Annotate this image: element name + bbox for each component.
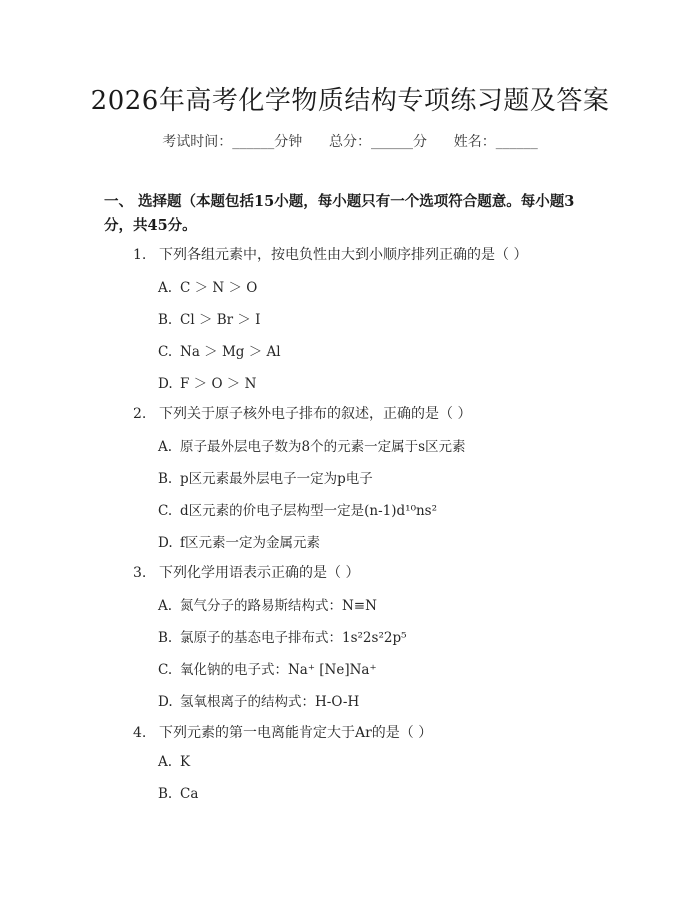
question-text: 下列关于原子核外电子排布的叙述，正确的是（ ） (159, 406, 472, 422)
option-text: 氧化钠的电子式：Na⁺ [Ne]Na⁺ (180, 662, 377, 678)
option-letter: D. (158, 376, 173, 392)
option-letter: D. (158, 535, 173, 551)
option-text: Cl ＞ Br ＞ I (180, 312, 261, 328)
question-3-option-c (158, 658, 377, 678)
question-1-option-a (158, 276, 257, 296)
option-letter: C. (158, 344, 173, 360)
option-text: Ca (180, 786, 199, 802)
question-2 (133, 403, 471, 423)
question-2-option-a (158, 435, 466, 455)
option-text: 氯原子的基态电子排布式：1s²2s²2p⁵ (180, 630, 407, 646)
option-letter: A. (158, 280, 173, 296)
document-title: 2026年高考化学物质结构专项练习题及答案 (90, 86, 610, 116)
option-letter: B. (158, 312, 173, 328)
question-4-option-b (158, 786, 198, 802)
question-2-option-b (158, 467, 373, 487)
option-text: d区元素的价电子层构型一定是(n-1)d¹⁰ns² (180, 503, 438, 519)
option-text: Na ＞ Mg ＞ Al (180, 344, 281, 360)
question-3-option-d (158, 690, 359, 710)
option-letter: A. (158, 754, 173, 770)
question-1-option-d (158, 372, 256, 392)
question-number: 3. (133, 565, 147, 581)
question-3-option-b (158, 626, 407, 646)
option-text: f区元素一定为金属元素 (180, 535, 320, 551)
option-text: 原子最外层电子数为8个的元素一定属于s区元素 (180, 439, 466, 455)
question-number: 4. (133, 725, 147, 741)
section-heading: 一、 选择题（本题包括15小题，每小题只有一个选项符合题意。每小题3分，共45分。 (104, 193, 575, 234)
question-1 (133, 244, 527, 264)
question-3-option-a (158, 594, 377, 614)
question-text: 下列各组元素中，按电负性由大到小顺序排列正确的是（ ） (159, 247, 528, 263)
option-text: C ＞ N ＞ O (180, 280, 258, 296)
question-1-option-b (158, 308, 261, 328)
option-letter: A. (158, 598, 173, 614)
question-3 (133, 562, 359, 582)
question-number: 2. (133, 406, 147, 422)
option-text: F ＞ O ＞ N (180, 376, 257, 392)
question-1-option-c (158, 340, 281, 360)
option-letter: C. (158, 503, 173, 519)
option-text: K (180, 754, 191, 770)
option-letter: B. (158, 471, 173, 487)
option-text: 氢氧根离子的结构式：H-O-H (180, 694, 360, 710)
question-2-option-d (158, 531, 320, 551)
question-number: 1. (133, 247, 147, 263)
exam-info-line: 考试时间：______分钟 总分：______分 姓名：______ (162, 134, 538, 150)
question-4 (133, 722, 432, 742)
option-letter: D. (158, 694, 173, 710)
option-letter: B. (158, 786, 173, 802)
option-letter: B. (158, 630, 173, 646)
question-text: 下列元素的第一电离能肯定大于Ar的是（ ） (159, 725, 433, 741)
question-2-option-c (158, 499, 437, 519)
option-letter: C. (158, 662, 173, 678)
option-text: 氮气分子的路易斯结构式：N≡N (180, 598, 377, 614)
option-text: p区元素最外层电子一定为p电子 (180, 471, 373, 487)
option-letter: A. (158, 439, 173, 455)
question-4-option-a (158, 754, 190, 770)
question-text: 下列化学用语表示正确的是（ ） (159, 565, 360, 581)
